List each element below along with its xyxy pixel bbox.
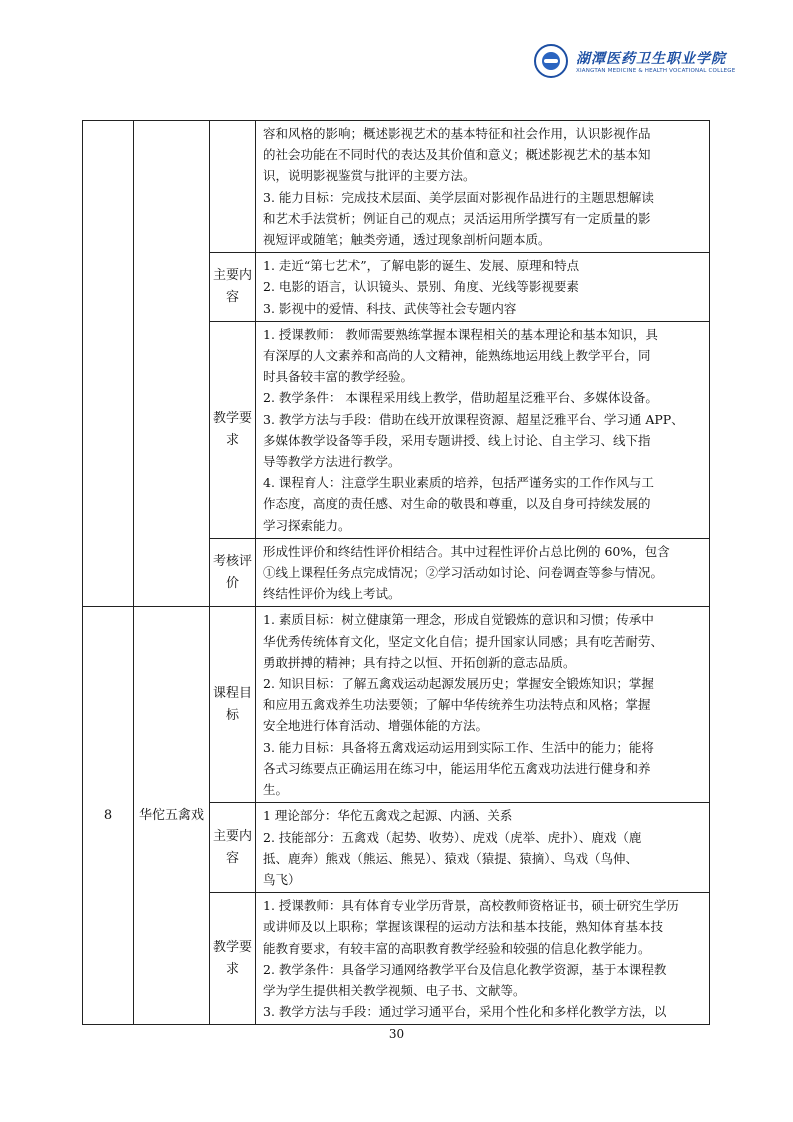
- teaching-content: 1. 授课教师： 教师需要熟练掌握本课程相关的基本理论和基本知识，具 有深厚的人文素养和高尚的人文精神，能熟练地运用线上教学平台，同 时具备较丰富的教学经验。 2. 教学条件： 本课程采用线上教学，借助超星泛雅平台、多媒体设备。 3. 教学方法与手段：借助在线开放课程资源、超星泛雅平台、学习通 APP、 多媒体教学设备等手段，采用专题讲授、线上讨论、自主学习、线下指 导等教学方法进行教学。 4. 课程育人：注意学生职业素质的培养，包括严谨务实的工作作风与工 作态度，高度的责任感、对生命的敬畏和尊重，以及自身可持续发展的 学习探索能力。: [256, 321, 710, 538]
- school-name-en: XIANGTAN MEDICINE & HEALTH VOCATIONAL COLLEGE: [576, 68, 736, 74]
- content-label: 主要内容: [210, 803, 256, 893]
- page-number: 30: [388, 1027, 405, 1041]
- objective-content: 容和风格的影响；概述影视艺术的基本特征和社会作用，认识影视作品 的社会功能在不同时代的表达及其价值和意义；概述影视艺术的基本知 识，说明影视鉴赏与批评的主要方法。 3. 能力目标：完成技术层面、美学层面对影视作品进行的主题思想解读 和艺术手法赏析；例证自己的观点；灵活运用所学撰写有一定质量的影 视短评或随笔；触类旁通，透过现象剖析问题本质。: [256, 121, 710, 253]
- school-name: 湖潭医药卫生职业学院: [576, 51, 726, 67]
- table-row: [83, 607, 710, 803]
- course-name-cell: [134, 121, 210, 607]
- main-content: 1 理论部分：华佗五禽戏之起源、内涵、关系 2. 技能部分：五禽戏（起势、收势）、虎戏（虎举、虎扑）、鹿戏（鹿 抵、鹿奔）熊戏（熊运、熊晃）、猿戏（猿提、猿摘）、鸟戏（鸟伸、 鸟飞）: [256, 803, 710, 893]
- teaching-label: 教学要求: [210, 321, 256, 538]
- teaching-content: 1. 授课教师：具有体育专业学历背景，高校教师资格证书，硕士研究生学历 或讲师及以上职称；掌握该课程的运动方法和基本技能，熟知体育基本技 能教育要求，有较丰富的高职教育教学经验和较强的信息化教学能力。 2. 教学条件：具备学习通网络教学平台及信息化教学资源，基于本课程教 学为学生提供相关教学视频、电子书、文献等。 3. 教学方法与手段：通过学习通平台，采用个性化和多样化教学方法，以: [256, 893, 710, 1025]
- page-header: [534, 40, 736, 86]
- course-number: 8: [83, 607, 134, 1025]
- content-label: 主要内容: [210, 253, 256, 322]
- assessment-content: 形成性评价和终结性评价相结合。其中过程性评价占总比例的 60%，包含 ①线上课程任务点完成情况；②学习活动如讨论、问卷调查等参与情况。 终结性评价为线上考试。: [256, 538, 710, 607]
- course-table: [82, 120, 710, 1025]
- school-logo-icon: [534, 44, 568, 78]
- teaching-label: 教学要求: [210, 893, 256, 1025]
- assessment-label: 考核评价: [210, 538, 256, 607]
- objective-label-cell: [210, 121, 256, 253]
- table-row: [83, 121, 710, 253]
- course-number-cell: [83, 121, 134, 607]
- main-content: 1. 走近“第七艺术”，了解电影的诞生、发展、原理和特点 2. 电影的语言，认识镜头、景别、角度、光线等影视要素 3. 影视中的爱情、科技、武侠等社会专题内容: [256, 253, 710, 322]
- course-name: 华佗五禽戏: [134, 607, 210, 1025]
- objective-content: 1. 素质目标：树立健康第一理念，形成自觉锻炼的意识和习惯；传承中 华优秀传统体育文化，坚定文化自信；提升国家认同感；具有吃苦耐劳、 勇敢拼搏的精神；具有持之以恒、开拓创新的意志品质。 2. 知识目标：了解五禽戏运动起源发展历史；掌握安全锻炼知识；掌握 和应用五禽戏养生功法要领；了解中华传统养生功法特点和风格；掌握 安全地进行体育活动、增强体能的方法。 3. 能力目标：具备将五禽戏运动运用到实际工作、生活中的能力；能将 各式习练要点正确运用在练习中，能运用华佗五禽戏功法进行健身和养 生。: [256, 607, 710, 803]
- objective-label: 课程目标: [210, 607, 256, 803]
